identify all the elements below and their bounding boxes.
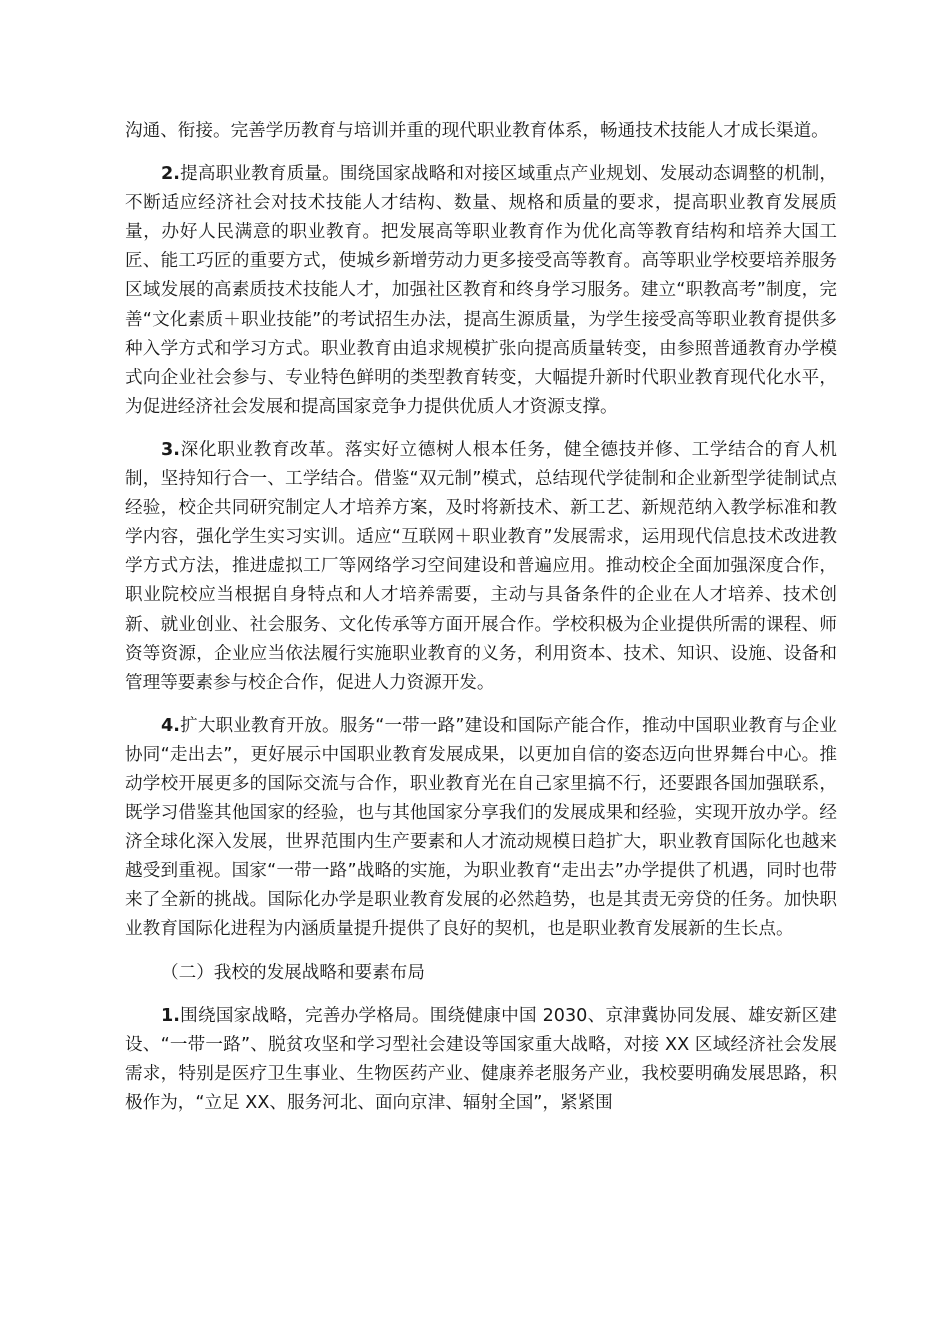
- section-heading: （二）我校的发展战略和要素布局: [161, 962, 425, 983]
- paragraph-continuation: [125, 117, 837, 146]
- paragraph-number: 1.: [161, 1005, 180, 1026]
- paragraph-text: 沟通、衔接。完善学历教育与培训并重的现代职业教育体系，畅通技术技能人才成长渠道。: [125, 121, 829, 141]
- paragraph-number: 2.: [161, 164, 180, 185]
- paragraph-item-1: [125, 1002, 837, 1118]
- paragraph-item-3: [125, 436, 837, 698]
- paragraph-text: 提高职业教育质量。围绕国家战略和对接区域重点产业规划、发展动态调整的机制，不断适应经济社会对技术技能人才结构、数量、规格和质量的要求，提高职业教育发展质量，办好人民满意的职业教育。把发展高等职业教育作为优化高等教育结构和培养大国工匠、能工巧匠的重要方式，使城乡新增劳动力更多接受高等教育。高等职业学校要培养服务区域发展的高素质技术技能人才，加强社区教育和终身学习服务。建立“职教高考”制度，完善“文化素质＋职业技能”的考试招生办法，提高生源质量，为学生接受高等职业教育提供多种入学方式和学习方式。职业教育由追求规模扩张向提高质量转变，由参照普通教育办学模式向企业社会参与、专业特色鲜明的类型教育转变，大幅提升新时代职业教育现代化水平，为促进经济社会发展和提高国家竞争力提供优质人才资源支撑。: [125, 164, 837, 417]
- paragraph-text: 扩大职业教育开放。服务“一带一路”建设和国际产能合作，推动中国职业教育与企业协同“走出去”，更好展示中国职业教育发展成果，以更加自信的姿态迈向世界舞台中心。推动学校开展更多的国际交流与合作，职业教育光在自己家里搞不行，还要跟各国加强联系，既学习借鉴其他国家的经验，也与其他国家分享我们的发展成果和经验，实现开放办学。经济全球化深入发展，世界范围内生产要素和人才流动规模日趋扩大，职业教育国际化也越来越受到重视。国家“一带一路”战略的实施，为职业教育“走出去”办学提供了机遇，同时也带来了全新的挑战。国际化办学是职业教育发展的必然趋势，也是其责无旁贷的任务。加快职业教育国际化进程为内涵质量提升提供了良好的契机，也是职业教育发展新的生长点。: [125, 715, 837, 940]
- paragraph-text: 围绕国家战略，完善办学格局。围绕健康中国 2030、京津冀协同发展、雄安新区建设、“一带一路”、脱贫攻坚和学习型社会建设等国家重大战略，对接 XX 区域经济社会发展需求，特别是医疗卫生事业、生物医药产业、健康养老服务产业，我校要明确发展思路，积极作为，“立足 XX、服务河北、面向京津、辐射全国”，紧紧围: [125, 1005, 837, 1113]
- paragraph-number: 3.: [161, 439, 180, 460]
- paragraph-number: 4.: [161, 715, 180, 736]
- document-page: [125, 117, 837, 1132]
- paragraph-item-4: [125, 712, 837, 945]
- paragraph-item-2: [125, 160, 837, 422]
- paragraph-text: 深化职业教育改革。落实好立德树人根本任务，健全德技并修、工学结合的育人机制，坚持知行合一、工学结合。借鉴“双元制”模式，总结现代学徒制和企业新型学徒制试点经验，校企共同研究制定人才培养方案，及时将新技术、新工艺、新规范纳入教学标准和教学内容，强化学生实习实训。适应“互联网＋职业教育”发展需求，运用现代信息技术改进教学方式方法，推进虚拟工厂等网络学习空间建设和普遍应用。推动校企全面加强深度合作，职业院校应当根据自身特点和人才培养需要，主动与具备条件的企业在人才培养、技术创新、就业创业、社会服务、文化传承等方面开展合作。学校积极为企业提供所需的课程、师资等资源，企业应当依法履行实施职业教育的义务，利用资本、技术、知识、设施、设备和管理等要素参与校企合作，促进人力资源开发。: [125, 439, 837, 693]
